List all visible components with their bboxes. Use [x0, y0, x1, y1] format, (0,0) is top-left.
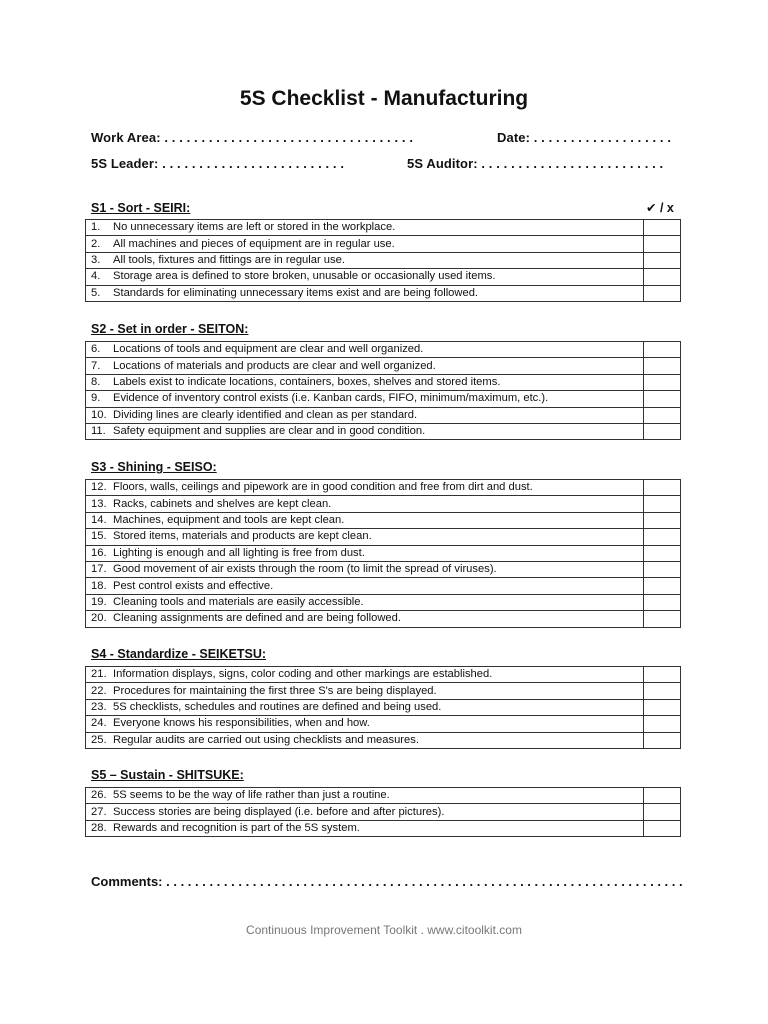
- item-cell: [86, 716, 644, 732]
- check-mark-header: ✔ / x: [646, 201, 674, 215]
- auditor-field[interactable]: 5S Auditor: . . . . . . . . . . . . . . . . . . . . . . . . .: [407, 156, 664, 171]
- item-cell: [86, 788, 644, 804]
- item-number: 28.: [91, 821, 107, 834]
- item-number: 2.: [91, 237, 101, 250]
- table-row: [86, 496, 681, 512]
- item-cell: [86, 529, 644, 545]
- item-cell: [86, 480, 644, 496]
- item-cell: [86, 252, 644, 268]
- item-cell: [86, 358, 644, 374]
- item-number: 16.: [91, 546, 107, 559]
- table-row: [86, 512, 681, 528]
- check-box[interactable]: [644, 480, 681, 496]
- item-cell: [86, 561, 644, 577]
- section-title-sort: S1 - Sort - SEIRI:: [91, 201, 191, 215]
- table-row: [86, 407, 681, 423]
- table-row: [86, 236, 681, 252]
- item-number: 26.: [91, 789, 107, 802]
- check-box[interactable]: [644, 578, 681, 594]
- item-text: All tools, fixtures and fittings are in regular use.: [113, 253, 345, 266]
- item-cell: [86, 512, 644, 528]
- check-box[interactable]: [644, 820, 681, 836]
- table-row: [86, 252, 681, 268]
- item-text: 5S checklists, schedules and routines are defined and being used.: [113, 700, 442, 713]
- item-number: 11.: [91, 425, 106, 438]
- table-row: [86, 732, 681, 748]
- item-text: Locations of tools and equipment are clear and well organized.: [113, 343, 424, 356]
- item-number: 3.: [91, 253, 101, 266]
- item-text: Locations of materials and products are clear and well organized.: [113, 359, 436, 372]
- checklist-table-sort: [85, 219, 681, 302]
- item-number: 25.: [91, 733, 107, 746]
- item-text: Information displays, signs, color coding and other markings are established.: [113, 668, 493, 681]
- item-text: No unnecessary items are left or stored in the workplace.: [113, 221, 396, 234]
- item-number: 4.: [91, 270, 101, 283]
- item-text: Everyone knows his responsibilities, when and how.: [113, 717, 370, 730]
- item-text: Rewards and recognition is part of the 5S system.: [113, 821, 360, 834]
- table-row: [86, 788, 681, 804]
- check-box[interactable]: [644, 342, 681, 358]
- table-row: [86, 716, 681, 732]
- check-box[interactable]: [644, 699, 681, 715]
- item-number: 7.: [91, 359, 101, 372]
- section-title-standardize: S4 - Standardize - SEIKETSU:: [91, 647, 267, 661]
- comments-field[interactable]: Comments: . . . . . . . . . . . . . . . . . . . . . . . . . . . . . . . . . . . . . . . . . . . . . . . . . . . . . . . . . . . . . . . . . . . . . . . .: [91, 874, 683, 889]
- table-row: [86, 820, 681, 836]
- check-box[interactable]: [644, 804, 681, 820]
- item-text: Floors, walls, ceilings and pipework are in good condition and free from dirt and dust.: [113, 481, 533, 494]
- item-text: Racks, cabinets and shelves are kept clean.: [113, 497, 332, 510]
- table-row: [86, 578, 681, 594]
- check-box[interactable]: [644, 788, 681, 804]
- check-box[interactable]: [644, 611, 681, 627]
- table-row: [86, 611, 681, 627]
- item-cell: [86, 423, 644, 439]
- table-row: [86, 220, 681, 236]
- item-cell: [86, 683, 644, 699]
- check-box[interactable]: [644, 512, 681, 528]
- section-title-set-in-order: S2 - Set in order - SEITON:: [91, 322, 249, 336]
- item-cell: [86, 667, 644, 683]
- check-box[interactable]: [644, 374, 681, 390]
- table-row: [86, 342, 681, 358]
- item-number: 12.: [91, 481, 107, 494]
- item-number: 10.: [91, 408, 107, 421]
- item-cell: [86, 496, 644, 512]
- item-cell: [86, 407, 644, 423]
- table-row: [86, 667, 681, 683]
- checklist-table-sustain: [85, 787, 681, 837]
- check-box[interactable]: [644, 236, 681, 252]
- section-title-sustain: S5 – Sustain - SHITSUKE:: [91, 768, 244, 782]
- check-box[interactable]: [644, 716, 681, 732]
- item-number: 13.: [91, 497, 107, 510]
- checklist-table-set-in-order: [85, 341, 681, 440]
- item-cell: [86, 820, 644, 836]
- table-row: [86, 699, 681, 715]
- date-field[interactable]: Date: . . . . . . . . . . . . . . . . . . .: [497, 130, 672, 145]
- check-box[interactable]: [644, 545, 681, 561]
- item-text: Standards for eliminating unnecessary items exist and are being followed.: [113, 286, 479, 299]
- item-cell: [86, 236, 644, 252]
- item-cell: [86, 594, 644, 610]
- table-row: [86, 594, 681, 610]
- item-number: 20.: [91, 612, 107, 625]
- check-box[interactable]: [644, 732, 681, 748]
- item-number: 22.: [91, 684, 107, 697]
- footer-text: Continuous Improvement Toolkit . www.citoolkit.com: [246, 923, 522, 937]
- leader-field[interactable]: 5S Leader: . . . . . . . . . . . . . . . . . . . . . . . . .: [91, 156, 345, 171]
- item-text: Cleaning tools and materials are easily accessible.: [113, 595, 364, 608]
- item-text: Good movement of air exists through the room (to limit the spread of viruses).: [113, 563, 497, 576]
- item-cell: [86, 732, 644, 748]
- checklist-table-standardize: [85, 666, 681, 749]
- item-text: Dividing lines are clearly identified and clean as per standard.: [113, 408, 418, 421]
- item-number: 15.: [91, 530, 107, 543]
- item-number: 1.: [91, 221, 101, 234]
- item-text: Success stories are being displayed (i.e. before and after pictures).: [113, 805, 445, 818]
- item-text: Safety equipment and supplies are clear and in good condition.: [113, 425, 426, 438]
- section-title-shining: S3 - Shining - SEISO:: [91, 460, 217, 474]
- checklist-table-shining: [85, 479, 681, 628]
- check-box[interactable]: [644, 423, 681, 439]
- table-row: [86, 804, 681, 820]
- item-number: 6.: [91, 343, 101, 356]
- item-cell: [86, 342, 644, 358]
- check-box[interactable]: [644, 667, 681, 683]
- table-row: [86, 374, 681, 390]
- table-row: [86, 529, 681, 545]
- check-box[interactable]: [644, 285, 681, 301]
- item-text: Evidence of inventory control exists (i.e. Kanban cards, FIFO, minimum/maximum, etc.).: [113, 392, 549, 405]
- check-box[interactable]: [644, 358, 681, 374]
- item-cell: [86, 804, 644, 820]
- check-box[interactable]: [644, 594, 681, 610]
- item-text: Regular audits are carried out using checklists and measures.: [113, 733, 419, 746]
- check-box[interactable]: [644, 529, 681, 545]
- check-box[interactable]: [644, 220, 681, 236]
- check-box[interactable]: [644, 391, 681, 407]
- check-box[interactable]: [644, 561, 681, 577]
- item-cell: [86, 391, 644, 407]
- item-text: Machines, equipment and tools are kept clean.: [113, 513, 345, 526]
- item-cell: [86, 220, 644, 236]
- item-text: Lighting is enough and all lighting is free from dust.: [113, 546, 365, 559]
- item-number: 27.: [91, 805, 107, 818]
- item-text: Pest control exists and effective.: [113, 579, 274, 592]
- check-box[interactable]: [644, 252, 681, 268]
- item-cell: [86, 285, 644, 301]
- item-text: Stored items, materials and products are kept clean.: [113, 530, 372, 543]
- item-text: Procedures for maintaining the first three S's are being displayed.: [113, 684, 437, 697]
- item-number: 24.: [91, 717, 107, 730]
- item-number: 14.: [91, 513, 107, 526]
- table-row: [86, 391, 681, 407]
- item-number: 9.: [91, 392, 101, 405]
- item-text: All machines and pieces of equipment are in regular use.: [113, 237, 395, 250]
- item-number: 17.: [91, 563, 107, 576]
- item-cell: [86, 269, 644, 285]
- item-number: 19.: [91, 595, 107, 608]
- table-row: [86, 683, 681, 699]
- table-row: [86, 269, 681, 285]
- table-row: [86, 285, 681, 301]
- table-row: [86, 480, 681, 496]
- item-cell: [86, 699, 644, 715]
- table-row: [86, 561, 681, 577]
- check-box[interactable]: [644, 269, 681, 285]
- table-row: [86, 423, 681, 439]
- item-text: 5S seems to be the way of life rather than just a routine.: [113, 789, 390, 802]
- check-box[interactable]: [644, 683, 681, 699]
- item-text: Storage area is defined to store broken, unusable or occasionally used items.: [113, 270, 496, 283]
- item-number: 8.: [91, 375, 101, 388]
- item-number: 23.: [91, 700, 107, 713]
- item-text: Cleaning assignments are defined and are being followed.: [113, 612, 401, 625]
- check-box[interactable]: [644, 496, 681, 512]
- table-row: [86, 358, 681, 374]
- item-cell: [86, 578, 644, 594]
- item-cell: [86, 611, 644, 627]
- check-box[interactable]: [644, 407, 681, 423]
- item-text: Labels exist to indicate locations, containers, boxes, shelves and stored items.: [113, 375, 501, 388]
- item-number: 18.: [91, 579, 107, 592]
- item-number: 21.: [91, 668, 107, 681]
- work-area-field[interactable]: Work Area: . . . . . . . . . . . . . . . . . . . . . . . . . . . . . . . . . .: [91, 130, 414, 145]
- page-title: 5S Checklist - Manufacturing: [239, 87, 529, 110]
- item-cell: [86, 374, 644, 390]
- item-cell: [86, 545, 644, 561]
- table-row: [86, 545, 681, 561]
- item-number: 5.: [91, 286, 101, 299]
